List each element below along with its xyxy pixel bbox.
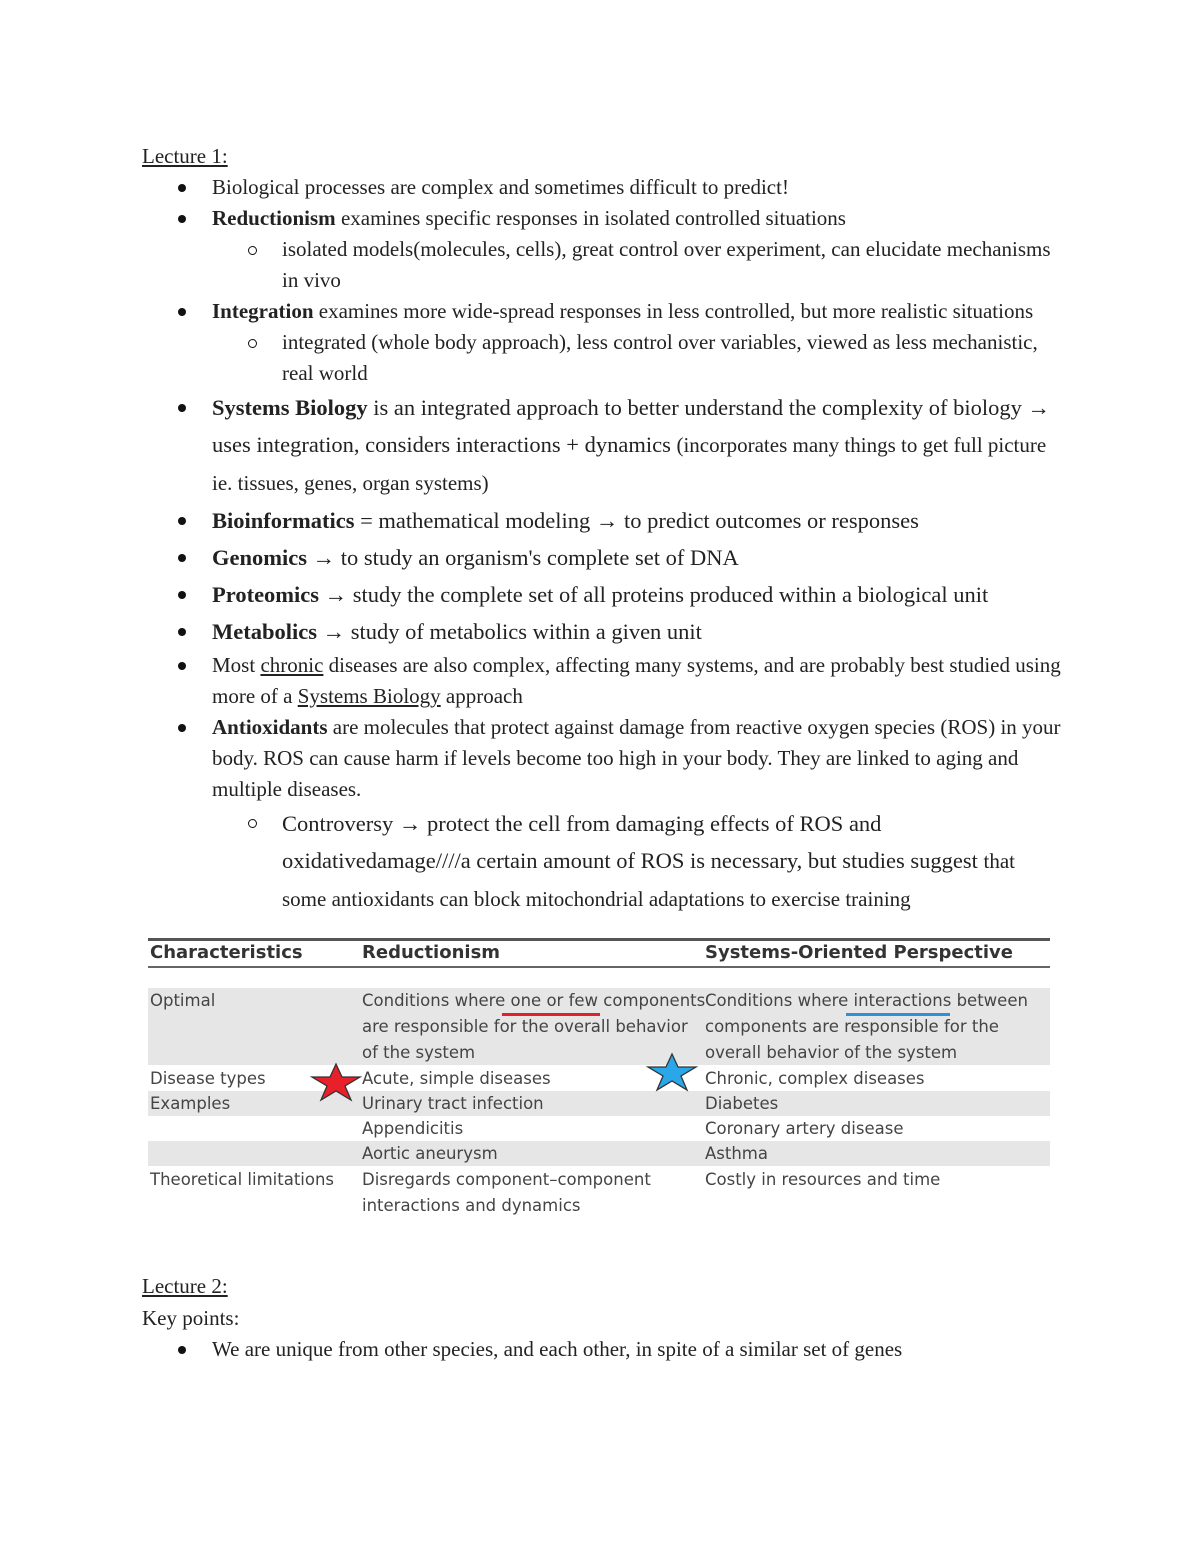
- sub-list-item: integrated (whole body approach), less control over variables, viewed as less mechanistic, real world: [212, 327, 1062, 389]
- table-cell: Conditions where interactions between components are responsible for the overall behavior of the system: [705, 991, 1028, 1062]
- list-item: Biological processes are complex and sometimes difficult to predict!: [142, 172, 1062, 203]
- table-cell: Coronary artery disease: [705, 1119, 904, 1138]
- term-integration: Integration: [212, 299, 314, 323]
- lecture-1-heading: Lecture 1:: [142, 144, 228, 168]
- table-cell: Disease types: [150, 1069, 266, 1088]
- term-reductionism: Reductionism: [212, 206, 336, 230]
- table-cell: Disregards component–component interactions and dynamics: [362, 1170, 651, 1215]
- lecture-2-list: [142, 1334, 1062, 1365]
- table-cell: Conditions where one or few components are responsible for the overall behavior of the system: [362, 991, 706, 1062]
- table-cell: Theoretical limitations: [150, 1170, 335, 1189]
- term-proteomics: Proteomics: [212, 582, 320, 607]
- table-cell: Urinary tract infection: [362, 1094, 544, 1113]
- list-item: Most chronic diseases are also complex, affecting many systems, and are probably best studied using more of a Systems Biology approach: [142, 650, 1062, 712]
- table-cell: Diabetes: [705, 1094, 779, 1113]
- lecture-1-list: [142, 172, 1062, 918]
- table-cell: Appendicitis: [362, 1119, 464, 1138]
- list-item: Genomics → to study an organism's complete set of DNA: [142, 539, 1062, 576]
- list-item: Bioinformatics = mathematical modeling → to predict outcomes or responses: [142, 502, 1062, 539]
- table-cell: Aortic aneurysm: [362, 1144, 498, 1163]
- list-item: Metabolics → study of metabolics within a given unit: [142, 613, 1062, 650]
- list-item: We are unique from other species, and each other, in spite of a similar set of genes: [142, 1334, 1062, 1365]
- table-cell: Acute, simple diseases: [362, 1069, 551, 1088]
- table-header-reductionism: Reductionism: [362, 942, 501, 963]
- sub-list: [212, 805, 1062, 918]
- table-cell: Asthma: [705, 1144, 768, 1163]
- list-item: Proteomics → study the complete set of all proteins produced within a biological unit: [142, 576, 1062, 613]
- term-antioxidants: Antioxidants: [212, 715, 328, 739]
- blue-star-icon: [644, 1052, 700, 1094]
- table-header-characteristics: Characteristics: [150, 942, 303, 963]
- list-item: Systems Biology is an integrated approach to better understand the complexity of biology → uses integration, considers interactions + dynamics (incorporates many things to get full picture ie. tissues, genes, organ systems): [142, 389, 1062, 502]
- comparison-table: [148, 938, 1052, 1230]
- sub-list-item: Controversy → protect the cell from damaging effects of ROS and oxidativedamage////a certain amount of ROS is necessary, but studies suggest that some antioxidants can block mitochondrial adaptations to exercise training: [212, 805, 1062, 918]
- sub-list: [212, 327, 1062, 389]
- list-item: Integration examines more wide-spread responses in less controlled, but more realistic situations integrated (whole body approach), less control over variables, viewed as less mechanistic, real world: [142, 296, 1062, 389]
- table-cell: Examples: [150, 1094, 231, 1113]
- list-item: Antioxidants are molecules that protect against damage from reactive oxygen species (ROS) in your body. ROS can cause harm if levels become too high in your body. They are linked to aging and multiple diseases. Controversy → protect the cell from damaging effects of ROS and oxidativedamage////a certain amount of ROS is necessary, but studies suggest that some antioxidants can block mitochondrial adaptations to exercise training: [142, 712, 1062, 918]
- underlined-chronic: chronic: [260, 653, 324, 677]
- table-cell: Optimal: [150, 991, 216, 1010]
- lecture-2-heading: Lecture 2:: [142, 1274, 228, 1298]
- sub-list-item: isolated models(molecules, cells), great control over experiment, can elucidate mechanisms in vivo: [212, 234, 1062, 296]
- term-metabolics: Metabolics: [212, 619, 317, 644]
- lecture-1-section: [142, 140, 1062, 918]
- term-genomics: Genomics: [212, 545, 307, 570]
- term-bioinformatics: Bioinformatics: [212, 508, 355, 533]
- table-cell: Chronic, complex diseases: [705, 1069, 925, 1088]
- table-cell: Costly in resources and time: [705, 1170, 941, 1189]
- red-star-icon: [308, 1062, 364, 1102]
- underlined-systems-biology: Systems Biology: [297, 684, 441, 708]
- list-item: Reductionism examines specific responses in isolated controlled situations isolated models(molecules, cells), great control over experiment, can elucidate mechanisms in vivo: [142, 203, 1062, 296]
- term-systems-biology: Systems Biology: [212, 395, 368, 420]
- key-points-label: Key points:: [142, 1306, 240, 1330]
- sub-list: [212, 234, 1062, 296]
- table-header-rule: [148, 966, 1050, 968]
- red-underline-mark: [502, 1013, 600, 1016]
- table-top-rule: [148, 938, 1050, 941]
- lecture-2-section: [142, 1270, 1062, 1365]
- blue-underline-mark: [846, 1013, 950, 1016]
- table-header-systems: Systems-Oriented Perspective: [705, 942, 1013, 963]
